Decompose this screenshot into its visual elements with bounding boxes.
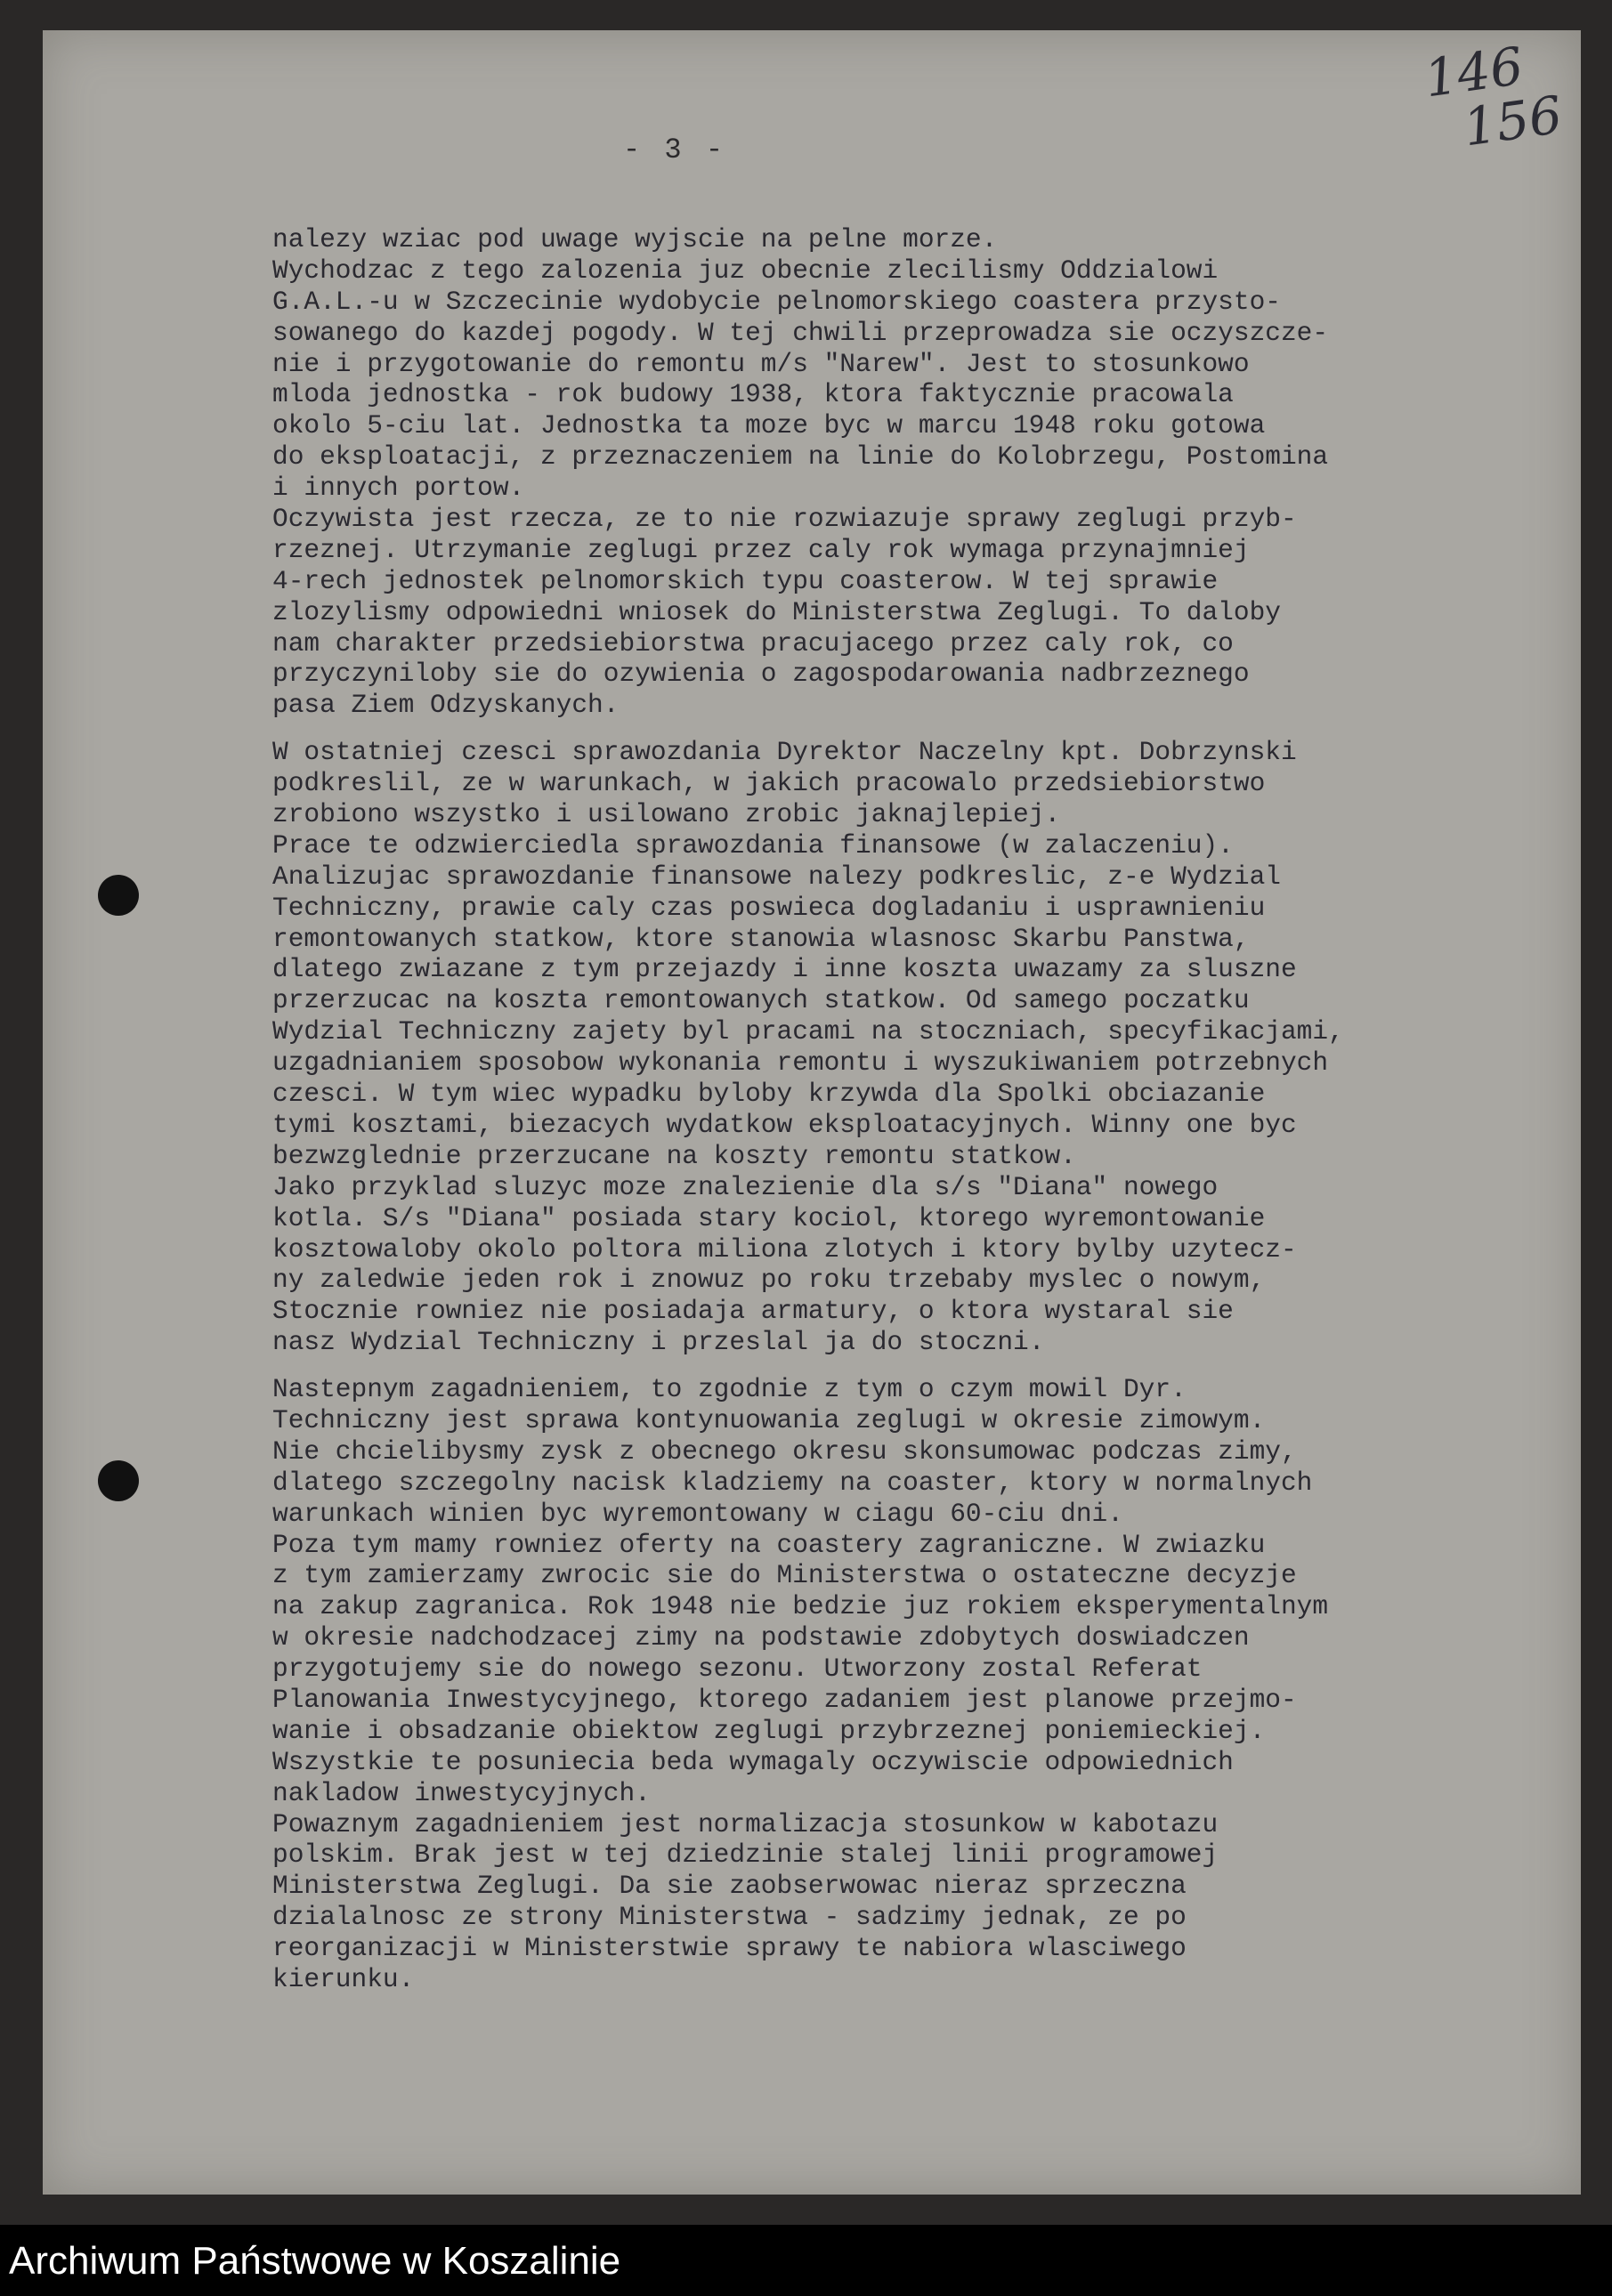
text-line: podkreslil, ze w warunkach, w jakich pracowalo przedsiebiorstwo — [272, 768, 1266, 799]
text-line: remontowanych statkow, ktore stanowia wlasnosc Skarbu Panstwa, — [272, 923, 1250, 954]
text-line: dzialalnosc ze strony Ministerstwa - sadzimy jednak, ze po — [272, 1902, 1187, 1933]
text-line: Prace te odzwierciedla sprawozdania finansowe (w zalaczeniu). — [272, 829, 1234, 861]
text-line: Ministerstwa Zeglugi. Da sie zaobserwowac nieraz sprzeczna — [272, 1871, 1187, 1902]
text-line: okolo 5-ciu lat. Jednostka ta moze byc w marcu 1948 roku gotowa — [272, 410, 1266, 441]
text-line: Wychodzac z tego zalozenia juz obecnie zlecilismy Oddzialowi — [272, 255, 1219, 286]
text-line: G.A.L.-u w Szczecinie wydobycie pelnomorskiego coastera przysto- — [272, 286, 1281, 317]
text-line: zlozylismy odpowiedni wniosek do Ministerstwa Zeglugi. To daloby — [272, 596, 1281, 627]
text-line: dlatego zwiazane z tym przejazdy i inne koszta uwazamy za sluszne — [272, 954, 1297, 985]
text-line: przerzucac na koszta remontowanych statkow. Od samego poczatku — [272, 985, 1250, 1016]
text-line: do eksploatacji, z przeznaczeniem na linie do Kolobrzegu, Postomina — [272, 441, 1329, 473]
text-line: nalezy wziac pod uwage wyjscie na pelne morze. — [272, 224, 998, 255]
text-line: Poza tym mamy rowniez oferty na coastery zagraniczne. W zwiazku — [272, 1529, 1266, 1560]
paragraph — [272, 737, 1572, 1358]
text-line: Oczywista jest rzecza, ze to nie rozwiazuje sprawy zeglugi przyb- — [272, 504, 1297, 535]
text-line: nam charakter przedsiebiorstwa pracujacego przez caly rok, co — [272, 627, 1234, 659]
document-body — [272, 224, 1572, 1995]
text-line: kierunku. — [272, 1963, 415, 1994]
text-line: przyczyniloby sie do ozywienia o zagospodarowania nadbrzeznego — [272, 659, 1250, 690]
text-line: mloda jednostka - rok budowy 1938, ktora faktycznie pracowala — [272, 379, 1234, 410]
text-line: Techniczny, prawie caly czas poswieca dogladaniu i usprawnieniu — [272, 892, 1266, 923]
text-line: Wydzial Techniczny zajety byl pracami na stoczniach, specyfikacjami, — [272, 1016, 1344, 1047]
text-line: warunkach winien byc wyremontowany w ciagu 60-ciu dni. — [272, 1498, 1123, 1529]
text-line: Stocznie rowniez nie posiadaja armatury, o ktora wystaral sie — [272, 1296, 1234, 1327]
text-line: czesci. W tym wiec wypadku byloby krzywda dla Spolki obciazanie — [272, 1079, 1266, 1110]
text-line: sowanego do kazdej pogody. W tej chwili przeprowadza sie oczyszcze- — [272, 317, 1329, 348]
archive-footer — [0, 2225, 1612, 2296]
text-line: z tym zamierzamy zwrocic sie do Ministerstwa o ostateczne decyzje — [272, 1560, 1297, 1591]
text-line: i innych portow. — [272, 473, 525, 504]
text-line: na zakup zagranica. Rok 1948 nie bedzie juz rokiem eksperymentalnym — [272, 1591, 1329, 1622]
text-line: Techniczny jest sprawa kontynuowania zeglugi w okresie zimowym. — [272, 1404, 1266, 1435]
text-line: Nastepnym zagadnieniem, to zgodnie z tym o czym mowil Dyr. — [272, 1374, 1187, 1405]
folio-number-2: 156 — [1459, 84, 1566, 158]
text-line: przygotujemy sie do nowego sezonu. Utworzony zostal Referat — [272, 1653, 1203, 1685]
text-line: nakladow inwestycyjnych. — [272, 1777, 651, 1808]
page-number: - 3 - — [623, 133, 727, 166]
folio-number-1: 146 — [1421, 35, 1527, 109]
text-line: reorganizacji w Ministerstwie sprawy te nabiora wlasciwego — [272, 1933, 1187, 1964]
text-line: Analizujac sprawozdanie finansowe nalezy podkreslic, z-e Wydzial — [272, 861, 1281, 892]
folio-annotation — [1421, 35, 1576, 185]
text-line: uzgadnianiem sposobow wykonania remontu i wyszukiwaniem potrzebnych — [272, 1047, 1329, 1079]
text-line: dlatego szczegolny nacisk kladziemy na coaster, ktory w normalnych — [272, 1467, 1313, 1498]
punch-hole-bottom — [98, 1460, 139, 1501]
text-line: kosztowaloby okolo poltora miliona zlotych i ktory bylby uzytecz- — [272, 1233, 1297, 1265]
text-line: kotla. S/s "Diana" posiada stary kociol, ktorego wyremontowanie — [272, 1202, 1266, 1233]
paragraph — [272, 1374, 1572, 1995]
text-line: tymi kosztami, biezacych wydatkow eksploatacyjnych. Winny one byc — [272, 1109, 1297, 1140]
text-line: W ostatniej czesci sprawozdania Dyrektor Naczelny kpt. Dobrzynski — [272, 737, 1297, 768]
text-line: zrobiono wszystko i usilowano zrobic jaknajlepiej. — [272, 799, 1061, 830]
archive-name: Archiwum Państwowe w Koszalinie — [9, 2239, 621, 2283]
text-line: pasa Ziem Odzyskanych. — [272, 690, 620, 721]
text-line: Powaznym zagadnieniem jest normalizacja stosunkow w kabotazu — [272, 1808, 1219, 1839]
text-line: ny zaledwie jeden rok i znowuz po roku trzebaby myslec o nowym, — [272, 1265, 1266, 1296]
text-line: bezwzglednie przerzucane na koszty remontu statkow. — [272, 1140, 1076, 1171]
text-line: w okresie nadchodzacej zimy na podstawie zdobytych doswiadczen — [272, 1622, 1250, 1653]
paragraph — [272, 224, 1572, 721]
text-line: Planowania Inwestycyjnego, ktorego zadaniem jest planowe przejmo- — [272, 1684, 1297, 1715]
text-line: Jako przyklad sluzyc moze znalezienie dla s/s "Diana" nowego — [272, 1171, 1219, 1202]
text-line: rzeznej. Utrzymanie zeglugi przez caly rok wymaga przynajmniej — [272, 534, 1250, 565]
text-line: wanie i obsadzanie obiektow zeglugi przybrzeznej poniemieckiej. — [272, 1715, 1266, 1746]
text-line: polskim. Brak jest w tej dziedzinie stalej linii programowej — [272, 1839, 1219, 1871]
text-line: nie i przygotowanie do remontu m/s "Narew". Jest to stosunkowo — [272, 348, 1250, 379]
text-line: nasz Wydzial Techniczny i przeslal ja do stoczni. — [272, 1327, 1045, 1358]
text-line: 4-rech jednostek pelnomorskich typu coasterow. W tej sprawie — [272, 565, 1219, 596]
text-line: Nie chcielibysmy zysk z obecnego okresu skonsumowac podczas zimy, — [272, 1435, 1297, 1467]
text-line: Wszystkie te posuniecia beda wymagaly oczywiscie odpowiednich — [272, 1746, 1234, 1777]
punch-hole-top — [98, 875, 139, 916]
